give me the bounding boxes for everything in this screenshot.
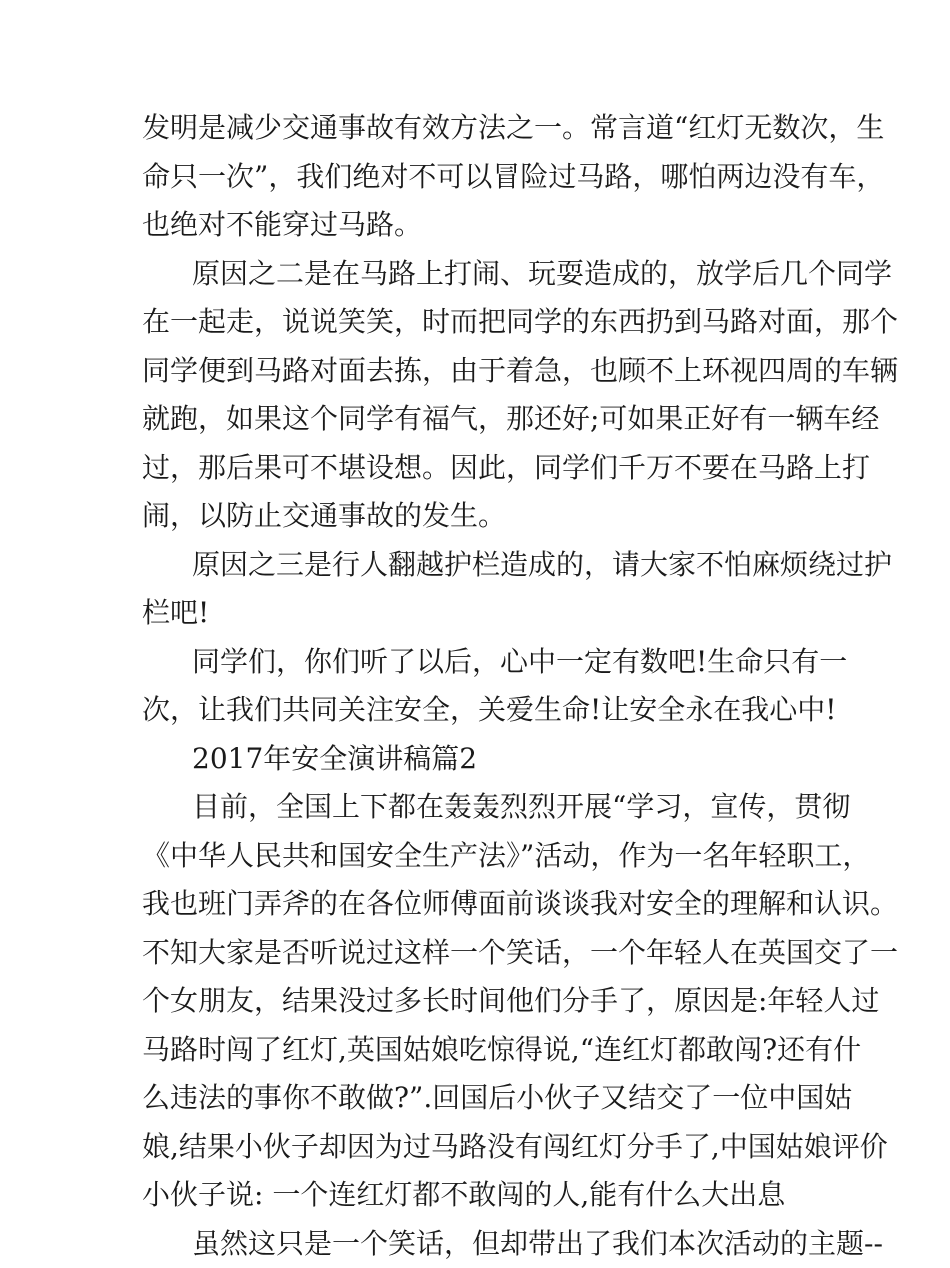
text-line: 小伙子说: 一个连红灯都不敢闯的人,能有什么大出息: [142, 1171, 822, 1220]
text-line: 也绝对不能穿过马路。: [142, 201, 822, 250]
section-heading: 2017年安全演讲稿篇2: [142, 735, 822, 784]
text-line: 次，让我们共同关注安全，关爱生命!让安全永在我心中!: [142, 686, 822, 735]
text-line: 闹，以防止交通事故的发生。: [142, 492, 822, 541]
paragraph-start-line: 原因之三是行人翻越护栏造成的，请大家不怕麻烦绕过护: [142, 541, 822, 590]
text-line: 马路时闯了红灯,英国姑娘吃惊得说,“连红灯都敢闯?还有什: [142, 1026, 822, 1075]
paragraph-start-line: 目前，全国上下都在轰轰烈烈开展“学习，宣传，贯彻: [142, 783, 822, 832]
paragraph-start-line: 同学们，你们听了以后，心中一定有数吧!生命只有一: [142, 638, 822, 687]
text-line: 在一起走，说说笑笑，时而把同学的东西扔到马路对面，那个: [142, 298, 822, 347]
text-line: 过，那后果可不堪设想。因此，同学们千万不要在马路上打: [142, 444, 822, 493]
text-line: 同学便到马路对面去拣，由于着急，也顾不上环视四周的车辆: [142, 347, 822, 396]
text-line: 命只一次”，我们绝对不可以冒险过马路，哪怕两边没有车，: [142, 153, 822, 202]
paragraph-start-line: 原因之二是在马路上打闹、玩耍造成的，放学后几个同学: [142, 250, 822, 299]
text-line: 娘,结果小伙子却因为过马路没有闯红灯分手了,中国姑娘评价: [142, 1123, 822, 1172]
body-text: [142, 104, 822, 1268]
paragraph-start-line: 虽然这只是一个笑话，但却带出了我们本次活动的主题--: [142, 1220, 822, 1268]
text-line: 我也班门弄斧的在各位师傅面前谈谈我对安全的理解和认识。: [142, 880, 822, 929]
text-line: 《中华人民共和国安全生产法》”活动，作为一名年轻职工，: [142, 832, 822, 881]
text-line: 栏吧!: [142, 589, 822, 638]
text-line: 个女朋友，结果没过多长时间他们分手了，原因是:年轻人过: [142, 977, 822, 1026]
text-line: 么违法的事你不敢做?”.回国后小伙子又结交了一位中国姑: [142, 1074, 822, 1123]
text-line: 就跑，如果这个同学有福气，那还好;可如果正好有一辆车经: [142, 395, 822, 444]
text-line: 不知大家是否听说过这样一个笑话，一个年轻人在英国交了一: [142, 929, 822, 978]
text-line: 发明是减少交通事故有效方法之一。常言道“红灯无数次，生: [142, 104, 822, 153]
